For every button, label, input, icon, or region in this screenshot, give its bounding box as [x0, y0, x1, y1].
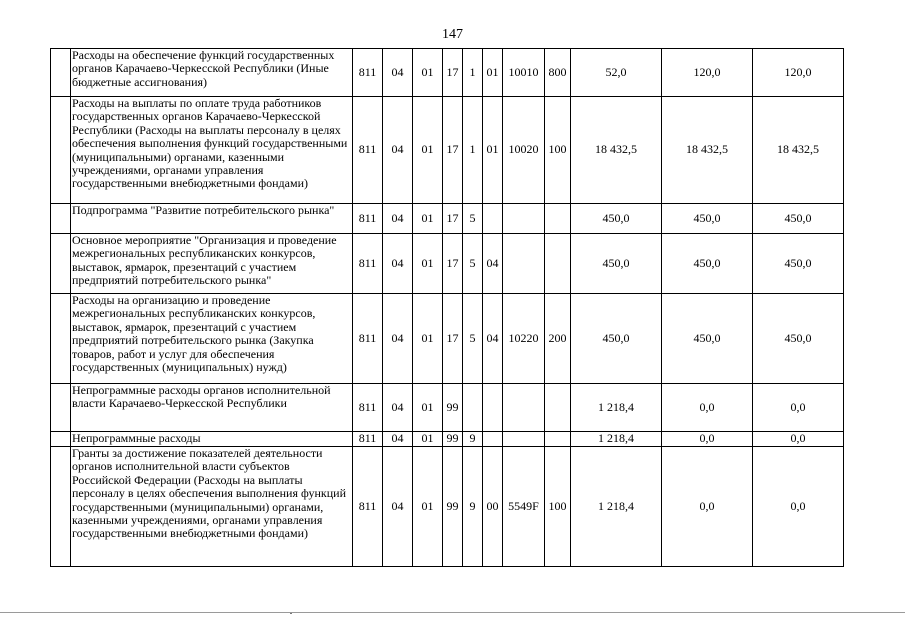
code-subsection: 01 — [413, 447, 443, 567]
code-subsection: 01 — [413, 234, 443, 294]
amount-year-1: 1 218,4 — [571, 384, 662, 432]
expense-name: Непрограммные расходы — [71, 432, 353, 447]
code-subprogram: 5 — [463, 294, 483, 384]
expense-name: Основное мероприятие "Организация и проведение межрегиональных республиканских конкурсов, выставок, ярмарок, презентаций с участием предприятий потребительского рынка" — [71, 234, 353, 294]
amount-year-2: 0,0 — [662, 432, 753, 447]
code-subsection: 01 — [413, 204, 443, 234]
code-subsection: 01 — [413, 49, 443, 97]
code-expense-type — [545, 234, 571, 294]
amount-year-1: 1 218,4 — [571, 432, 662, 447]
amount-year-1: 450,0 — [571, 204, 662, 234]
code-subprogram: 5 — [463, 234, 483, 294]
amount-year-2: 0,0 — [662, 447, 753, 567]
code-subprogram: 5 — [463, 204, 483, 234]
code-subsection: 01 — [413, 432, 443, 447]
code-expense-type — [545, 384, 571, 432]
amount-year-3: 0,0 — [753, 384, 844, 432]
code-direction: 10220 — [503, 294, 545, 384]
code-section: 04 — [383, 384, 413, 432]
expense-name: Подпрограмма "Развитие потребительского рынка" — [71, 204, 353, 234]
code-expense-type: 100 — [545, 97, 571, 204]
code-event: 01 — [483, 49, 503, 97]
amount-year-1: 52,0 — [571, 49, 662, 97]
code-expense-type: 800 — [545, 49, 571, 97]
amount-year-3: 0,0 — [753, 447, 844, 567]
code-direction — [503, 204, 545, 234]
code-direction — [503, 432, 545, 447]
amount-year-3: 450,0 — [753, 234, 844, 294]
row-marker-cell — [51, 384, 71, 432]
code-ministry: 811 — [353, 97, 383, 204]
amount-year-3: 18 432,5 — [753, 97, 844, 204]
code-section: 04 — [383, 432, 413, 447]
code-subsection: 01 — [413, 384, 443, 432]
code-section: 04 — [383, 97, 413, 204]
code-subprogram: 1 — [463, 49, 483, 97]
code-ministry: 811 — [353, 294, 383, 384]
table-row — [51, 447, 844, 567]
code-subsection: 01 — [413, 97, 443, 204]
code-subprogram — [463, 384, 483, 432]
code-program: 17 — [443, 49, 463, 97]
row-marker-cell — [51, 234, 71, 294]
amount-year-2: 450,0 — [662, 294, 753, 384]
code-subsection: 01 — [413, 294, 443, 384]
row-marker-cell — [51, 447, 71, 567]
amount-year-3: 0,0 — [753, 432, 844, 447]
code-ministry: 811 — [353, 432, 383, 447]
row-marker-cell — [51, 294, 71, 384]
expense-name: Расходы на обеспечение функций государственных органов Карачаево-Черкесской Республики (Иные бюджетные ассигнования) — [71, 49, 353, 97]
code-event: 01 — [483, 97, 503, 204]
code-program: 17 — [443, 234, 463, 294]
budget-table — [50, 48, 844, 567]
code-subprogram: 9 — [463, 432, 483, 447]
table-row — [51, 432, 844, 447]
row-marker-cell — [51, 97, 71, 204]
code-event — [483, 432, 503, 447]
code-ministry: 811 — [353, 49, 383, 97]
table-row — [51, 384, 844, 432]
code-subprogram: 9 — [463, 447, 483, 567]
code-ministry: 811 — [353, 447, 383, 567]
code-program: 17 — [443, 97, 463, 204]
amount-year-2: 120,0 — [662, 49, 753, 97]
code-event: 04 — [483, 294, 503, 384]
page-bottom-edge — [0, 612, 905, 613]
table-row — [51, 204, 844, 234]
code-event: 00 — [483, 447, 503, 567]
code-expense-type: 100 — [545, 447, 571, 567]
table-row — [51, 97, 844, 204]
amount-year-1: 18 432,5 — [571, 97, 662, 204]
code-direction — [503, 384, 545, 432]
code-event — [483, 204, 503, 234]
table-row — [51, 234, 844, 294]
code-program: 99 — [443, 432, 463, 447]
amount-year-1: 1 218,4 — [571, 447, 662, 567]
code-program: 99 — [443, 384, 463, 432]
expense-name: Непрограммные расходы органов исполнительной власти Карачаево-Черкесской Республики — [71, 384, 353, 432]
code-ministry: 811 — [353, 234, 383, 294]
code-expense-type: 200 — [545, 294, 571, 384]
amount-year-2: 0,0 — [662, 384, 753, 432]
amount-year-3: 450,0 — [753, 204, 844, 234]
code-expense-type — [545, 204, 571, 234]
code-direction: 10020 — [503, 97, 545, 204]
code-event: 04 — [483, 234, 503, 294]
code-expense-type — [545, 432, 571, 447]
code-section: 04 — [383, 447, 413, 567]
table-row — [51, 49, 844, 97]
code-section: 04 — [383, 204, 413, 234]
page-number: 147 — [442, 27, 463, 42]
code-ministry: 811 — [353, 384, 383, 432]
expense-name: Расходы на организацию и проведение межрегиональных республиканских конкурсов, выставок, ярмарок, презентаций с участием предприятий потребительского рынка (Закупка товаров, работ и услуг для обеспечения государственных (муниципальных) нужд) — [71, 294, 353, 384]
amount-year-3: 120,0 — [753, 49, 844, 97]
code-direction: 5549F — [503, 447, 545, 567]
code-ministry: 811 — [353, 204, 383, 234]
row-marker-cell — [51, 49, 71, 97]
scan-artifact — [290, 613, 292, 614]
code-event — [483, 384, 503, 432]
row-marker-cell — [51, 204, 71, 234]
amount-year-1: 450,0 — [571, 234, 662, 294]
code-program: 99 — [443, 447, 463, 567]
code-section: 04 — [383, 234, 413, 294]
amount-year-2: 18 432,5 — [662, 97, 753, 204]
code-program: 17 — [443, 204, 463, 234]
expense-name: Расходы на выплаты по оплате труда работников государственных органов Карачаево-Черкесской Республики (Расходы на выплаты персоналу в целях обеспечения выполнения функций государственными (муниципальными) органами, казенными учреждениями, органами управления государственными внебюджетными фондами) — [71, 97, 353, 204]
expense-name: Гранты за достижение показателей деятельности органов исполнительной власти субъектов Российской Федерации (Расходы на выплаты персоналу в целях обеспечения выполнения функций государственными (муниципальными) органами, казенными учреждениями, органами управления государственными внебюджетными фондами) — [71, 447, 353, 567]
amount-year-2: 450,0 — [662, 234, 753, 294]
table-row — [51, 294, 844, 384]
code-subprogram: 1 — [463, 97, 483, 204]
code-program: 17 — [443, 294, 463, 384]
amount-year-2: 450,0 — [662, 204, 753, 234]
amount-year-3: 450,0 — [753, 294, 844, 384]
row-marker-cell — [51, 432, 71, 447]
code-section: 04 — [383, 49, 413, 97]
code-direction — [503, 234, 545, 294]
amount-year-1: 450,0 — [571, 294, 662, 384]
code-direction: 10010 — [503, 49, 545, 97]
code-section: 04 — [383, 294, 413, 384]
